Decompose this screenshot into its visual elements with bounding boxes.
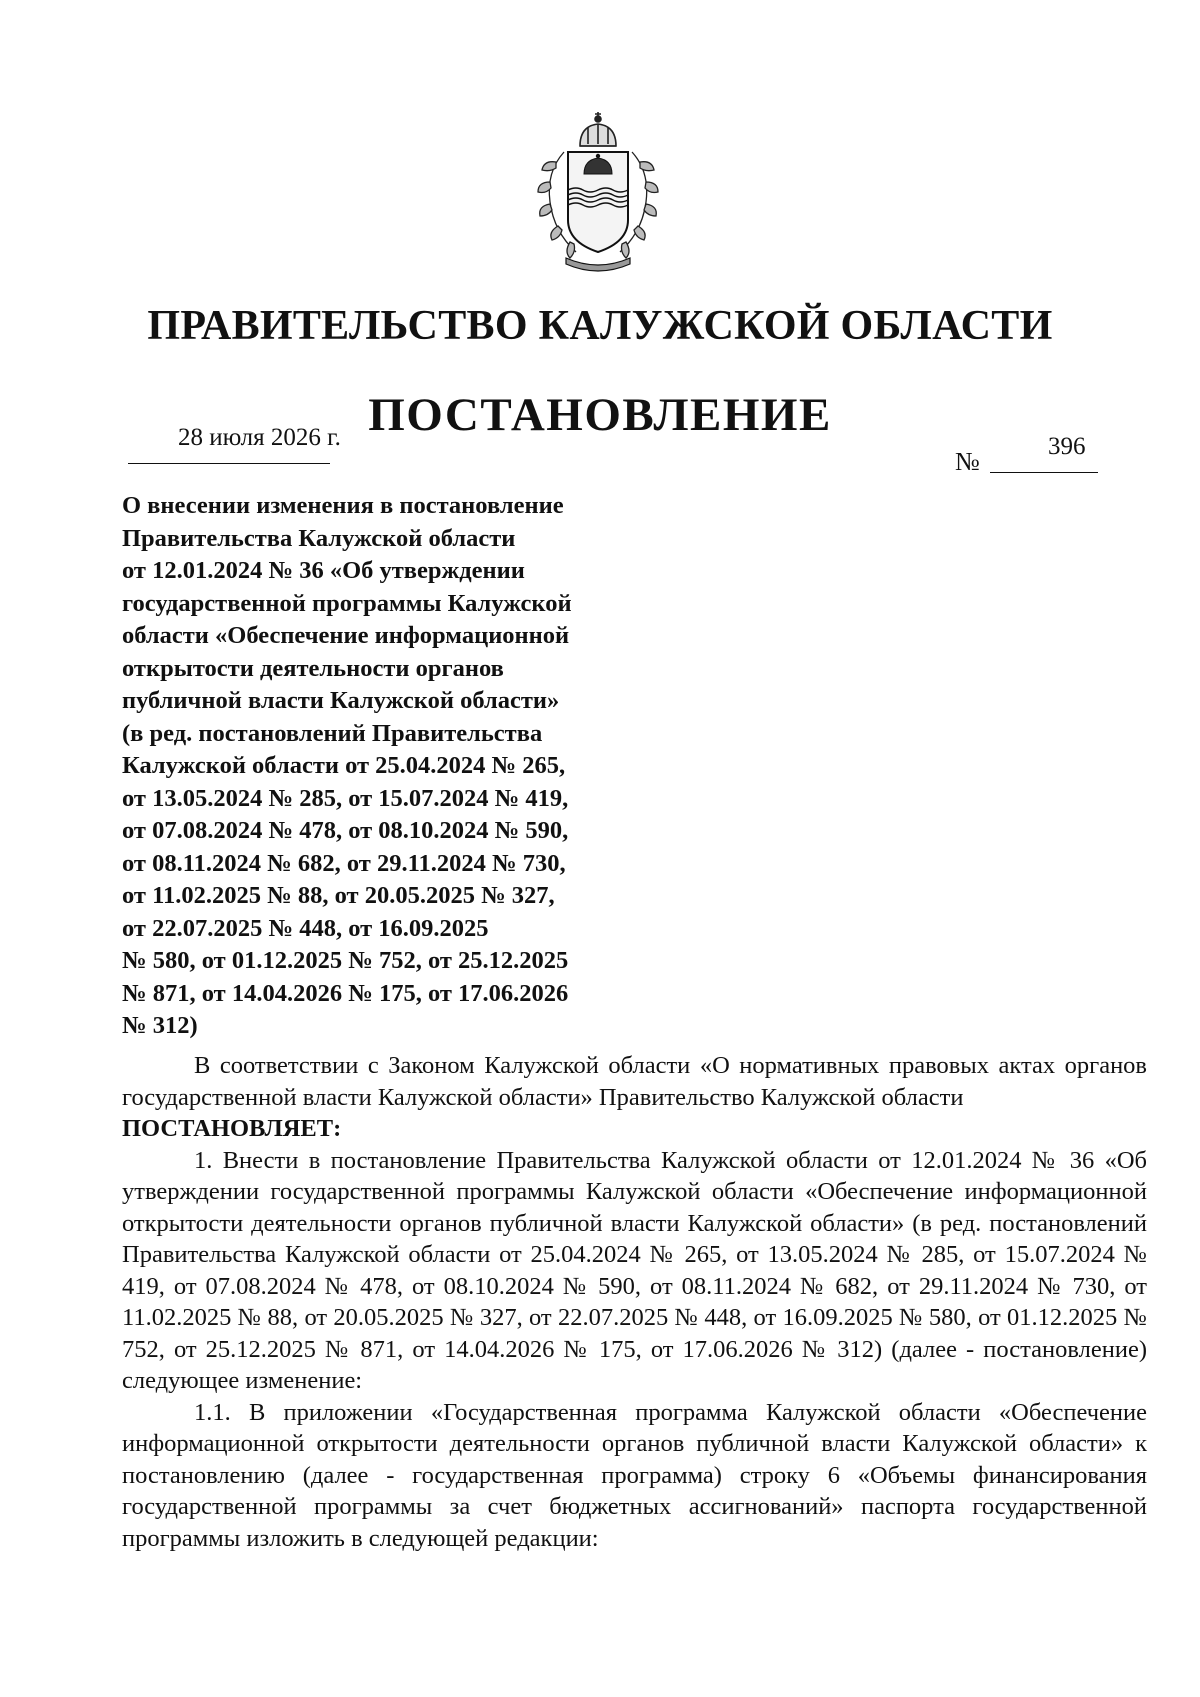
document-date: 28 июля 2026 г. xyxy=(178,424,341,451)
government-title: ПРАВИТЕЛЬСТВО КАЛУЖСКОЙ ОБЛАСТИ xyxy=(147,303,1053,349)
subject-line: от 11.02.2025 № 88, от 20.05.2025 № 327, xyxy=(122,882,555,909)
kaluga-coat-of-arms-icon xyxy=(536,112,661,272)
subject-line: от 13.05.2024 № 285, от 15.07.2024 № 419, xyxy=(122,784,569,812)
subject-line: Калужской области от 25.04.2024 № 265, xyxy=(122,752,566,779)
number-underline xyxy=(990,472,1098,473)
document-number: 396 xyxy=(1048,433,1086,460)
subject-line: № 580, от 01.12.2025 № 752, от 25.12.2025 xyxy=(122,947,569,974)
subject-line: от 07.08.2024 № 478, от 08.10.2024 № 590, xyxy=(122,817,569,844)
item-1-paragraph: 1. Внести в постановление Правительства Калужской области от 12.01.2024 № 36 «Об утверждении государственной программы Калужской области «Обеспечение информационной открытости деятельности органов публичной власти Калужской области» (в ред. постановлений Правительства Калужской области от 25.04.2024 № 265, от 13.05.2024 № 285, от 15.07.2024 № 419, от 07.08.2024 № 478, от 08.10.2024 № 590, от 08.11.2024 № 682, от 29.11.2024 № 730, от 11.02.2025 № 88, от 20.05.2025 № 327, от 22.07.2025 № 448, от 16.09.2025 № 580, от 01.12.2025 № 752, от 25.12.2025 № 871, от 14.04.2026 № 175, от 17.06.2026 № 312) (далее - постановление) следующее изменение: xyxy=(122,1146,1147,1394)
document-body xyxy=(122,1050,1147,1554)
document-subject xyxy=(122,490,624,1043)
document-type: ПОСТАНОВЛЕНИЕ xyxy=(368,389,832,441)
number-label: № xyxy=(955,447,980,476)
subject-line: от 12.01.2024 № 36 «Об утверждении xyxy=(122,557,525,584)
subject-line: Правительства Калужской области xyxy=(122,524,516,552)
preamble-paragraph: В соответствии с Законом Калужской области «О нормативных правовых актах органов государственной власти Калужской области» Правительство Калужской области xyxy=(122,1052,1147,1111)
subject-line: от 22.07.2025 № 448, от 16.09.2025 xyxy=(122,914,489,942)
subject-line: открытости деятельности органов xyxy=(122,654,504,682)
subject-line: (в ред. постановлений Правительства xyxy=(122,719,543,747)
subject-line: от 08.11.2024 № 682, от 29.11.2024 № 730, xyxy=(122,849,566,877)
item-1-1-paragraph: 1.1. В приложении «Государственная программа Калужской области «Обеспечение информационной открытости деятельности органов публичной власти Калужской области» к постановлению (далее - государственная программа) строку 6 «Объемы финансирования государственной программы за счет бюджетных ассигнований» паспорта государственной программы изложить в следующей редакции: xyxy=(122,1398,1147,1552)
decree-word: ПОСТАНОВЛЯЕТ: xyxy=(122,1115,342,1142)
subject-line: О внесении изменения в постановление xyxy=(122,492,564,519)
subject-line: № 312) xyxy=(122,1012,198,1039)
subject-line: государственной программы Калужской xyxy=(122,589,572,617)
subject-line: публичной власти Калужской области» xyxy=(122,687,560,714)
subject-line: № 871, от 14.04.2026 № 175, от 17.06.2026 xyxy=(122,979,569,1007)
date-underline xyxy=(128,463,330,464)
subject-line: области «Обеспечение информационной xyxy=(122,622,570,649)
